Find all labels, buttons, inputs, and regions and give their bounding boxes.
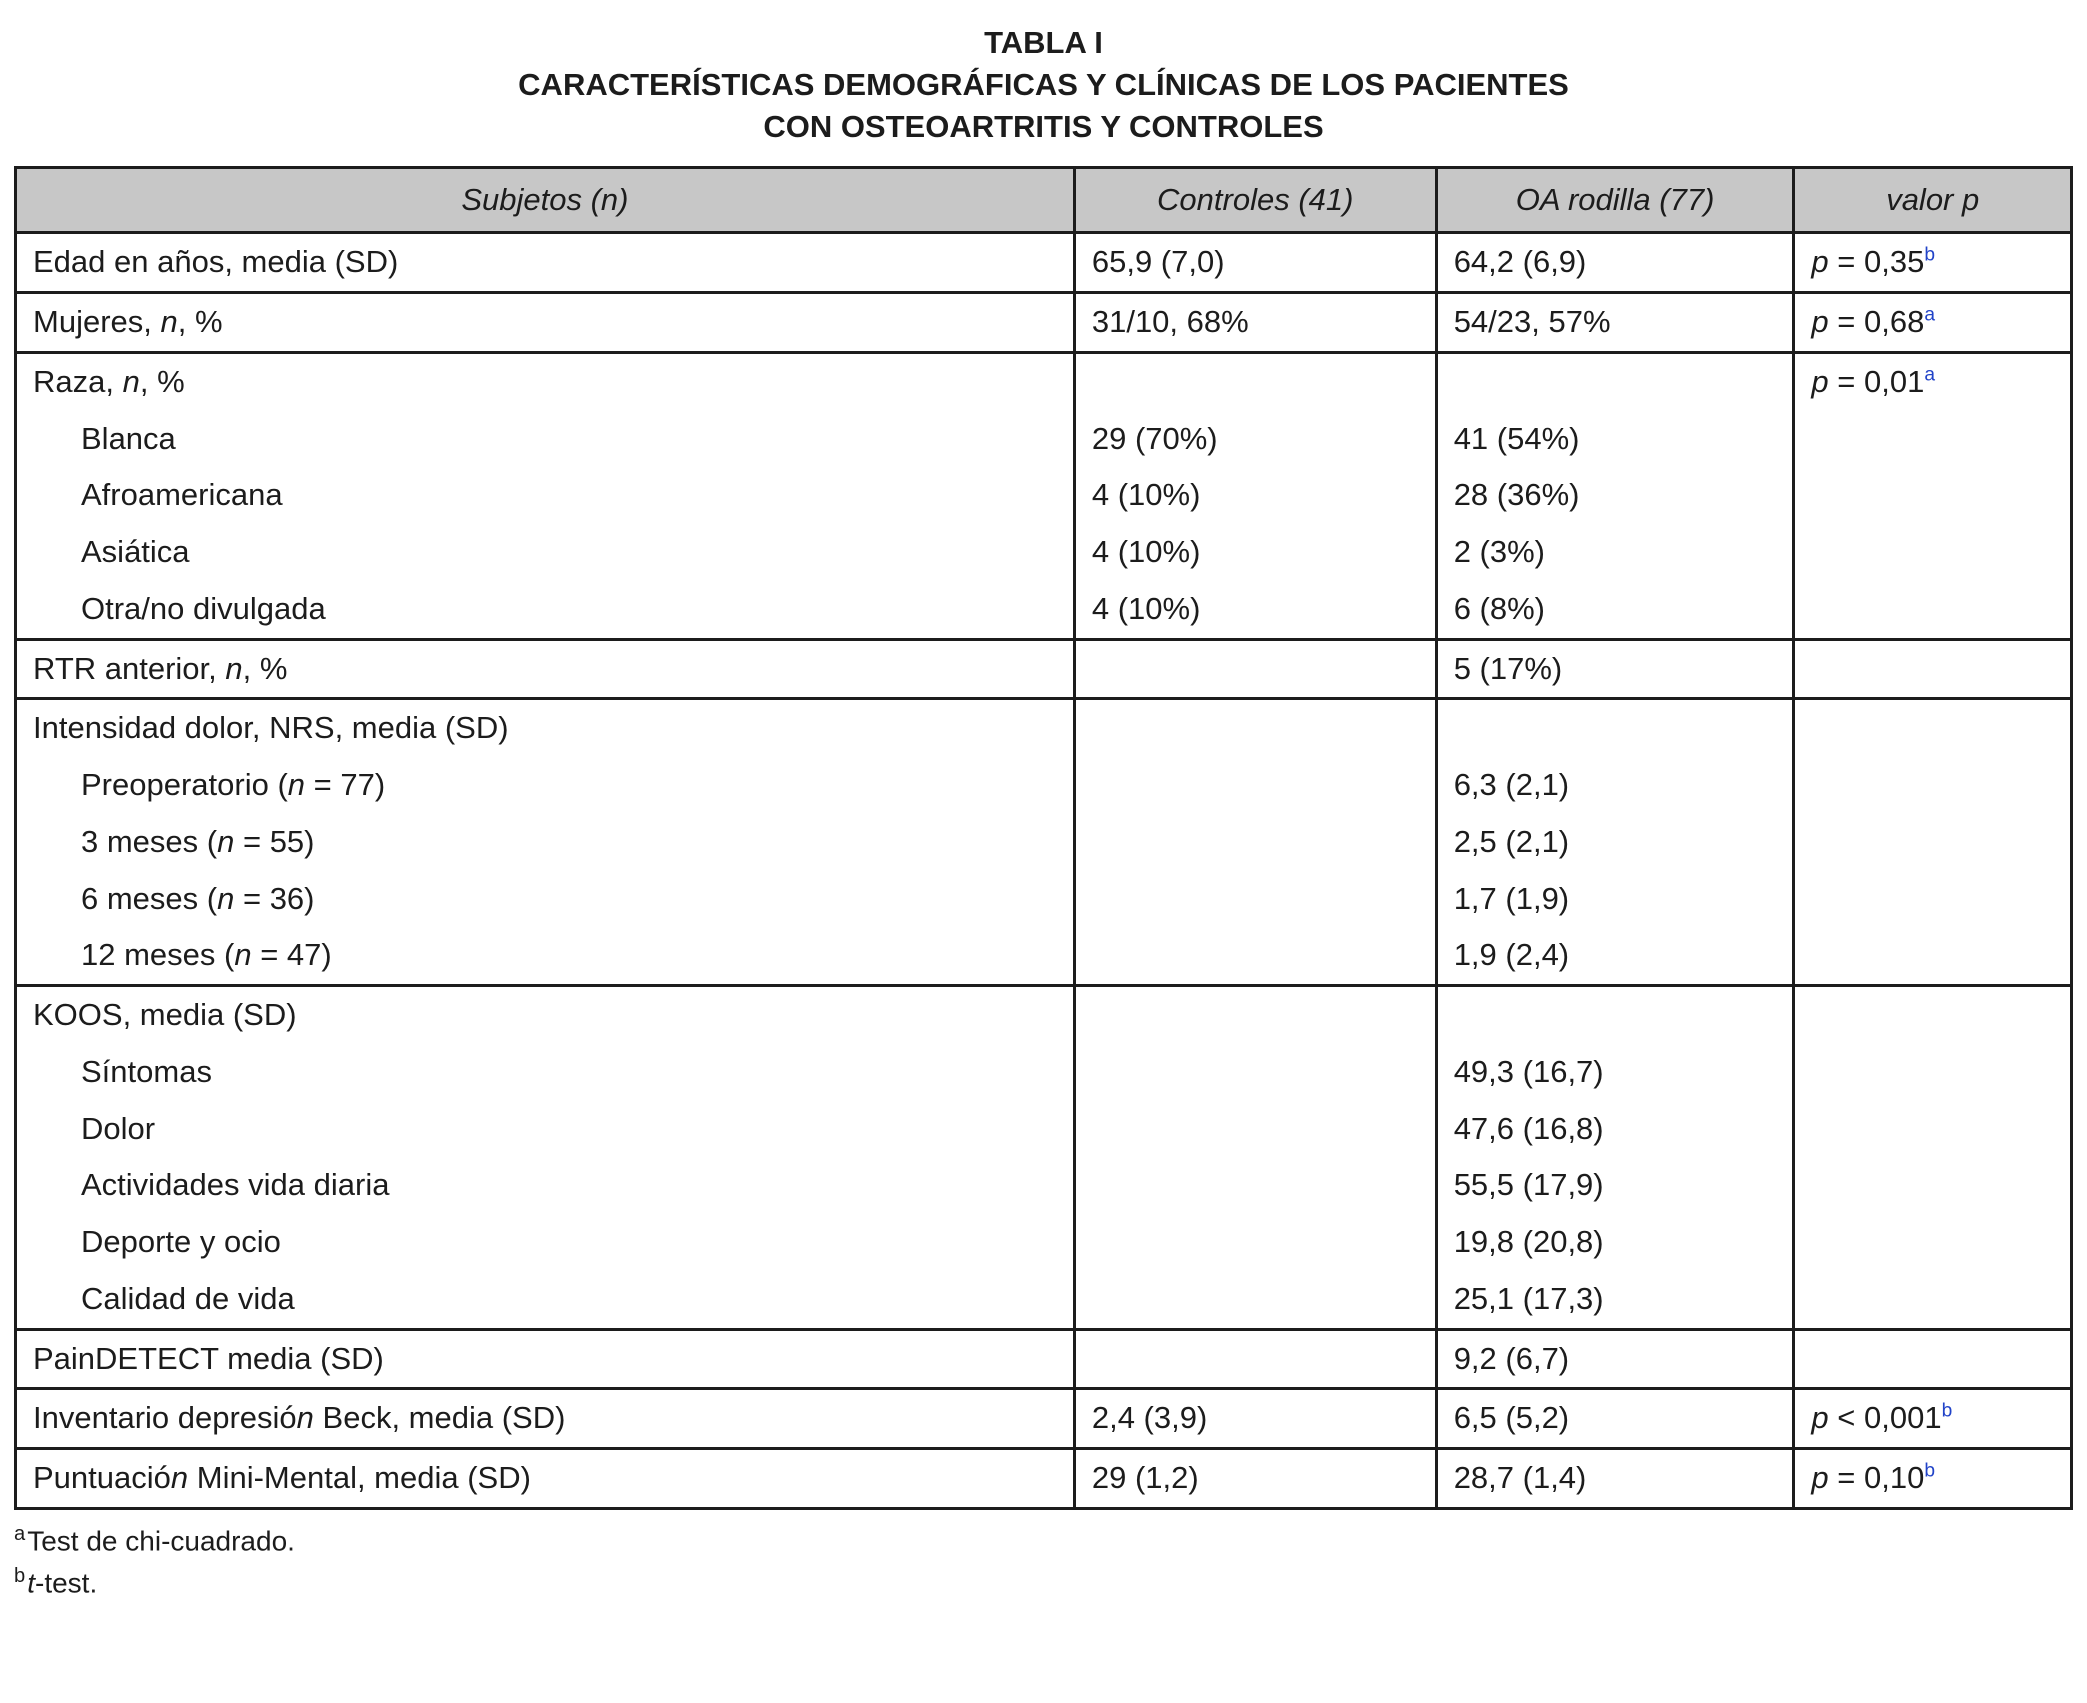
row-label: PainDETECT media (SD) bbox=[16, 1329, 1075, 1389]
table-row bbox=[16, 699, 2072, 757]
cell-controles: 2,4 (3,9) bbox=[1074, 1389, 1436, 1449]
cell-oa-rodilla: 19,8 (20,8) bbox=[1436, 1214, 1794, 1271]
cell-oa-rodilla: 6,3 (2,1) bbox=[1436, 757, 1794, 814]
table-row bbox=[16, 639, 2072, 699]
cell-controles: 4 (10%) bbox=[1074, 581, 1436, 639]
cell-controles bbox=[1074, 927, 1436, 985]
cell-controles bbox=[1074, 1271, 1436, 1329]
row-label: Dolor bbox=[16, 1101, 1075, 1158]
cell-controles: 29 (1,2) bbox=[1074, 1449, 1436, 1509]
cell-controles bbox=[1074, 1044, 1436, 1101]
table-row bbox=[16, 927, 2072, 985]
footnote-a bbox=[14, 1520, 2073, 1562]
row-label: Intensidad dolor, NRS, media (SD) bbox=[16, 699, 1075, 757]
cell-p-value bbox=[1794, 639, 2072, 699]
cell-controles bbox=[1074, 814, 1436, 871]
cell-p-value: p = 0,10$^b$ bbox=[1794, 1449, 2072, 1509]
row-label: Calidad de vida bbox=[16, 1271, 1075, 1329]
footnote-b-text: -test. bbox=[35, 1567, 98, 1599]
cell-controles bbox=[1074, 699, 1436, 757]
table-title: TABLA I bbox=[984, 25, 1103, 60]
cell-p-value bbox=[1794, 1271, 2072, 1329]
row-label: Preoperatorio (n = 77) bbox=[16, 757, 1075, 814]
cell-p-value: p < 0,001$^b$ bbox=[1794, 1389, 2072, 1449]
footnote-b-marker: b bbox=[14, 1564, 26, 1587]
cell-oa-rodilla: 1,9 (2,4) bbox=[1436, 927, 1794, 985]
header-valor-p: valor p bbox=[1794, 167, 2072, 233]
cell-p-value bbox=[1794, 411, 2072, 468]
cell-oa-rodilla: 28 (36%) bbox=[1436, 467, 1794, 524]
cell-oa-rodilla: 6 (8%) bbox=[1436, 581, 1794, 639]
header-oa-rodilla: OA rodilla (77) bbox=[1436, 167, 1794, 233]
cell-controles bbox=[1074, 352, 1436, 410]
cell-oa-rodilla: 54/23, 57% bbox=[1436, 293, 1794, 353]
row-label: Síntomas bbox=[16, 1044, 1075, 1101]
row-label: Inventario depresión Beck, media (SD) bbox=[16, 1389, 1075, 1449]
row-label: 12 meses (n = 47) bbox=[16, 927, 1075, 985]
table-subtitle-line2: CON OSTEOARTRITIS Y CONTROLES bbox=[763, 108, 1324, 144]
table-row bbox=[16, 1044, 2072, 1101]
cell-oa-rodilla: 49,3 (16,7) bbox=[1436, 1044, 1794, 1101]
header-row bbox=[16, 167, 2072, 233]
table-row bbox=[16, 1271, 2072, 1329]
cell-p-value bbox=[1794, 581, 2072, 639]
table-row bbox=[16, 524, 2072, 581]
cell-p-value bbox=[1794, 1329, 2072, 1389]
row-label: RTR anterior, n, % bbox=[16, 639, 1075, 699]
cell-controles bbox=[1074, 1101, 1436, 1158]
cell-p-value bbox=[1794, 871, 2072, 928]
cell-controles: 4 (10%) bbox=[1074, 524, 1436, 581]
footnotes bbox=[14, 1520, 2073, 1604]
cell-p-value bbox=[1794, 927, 2072, 985]
cell-controles: 29 (70%) bbox=[1074, 411, 1436, 468]
row-label: Mujeres, n, % bbox=[16, 293, 1075, 353]
table-row bbox=[16, 1449, 2072, 1509]
table-row bbox=[16, 986, 2072, 1044]
table-row bbox=[16, 293, 2072, 353]
cell-controles bbox=[1074, 757, 1436, 814]
cell-p-value: p = 0,35$^b$ bbox=[1794, 233, 2072, 293]
table-body bbox=[16, 233, 2072, 1509]
row-label: KOOS, media (SD) bbox=[16, 986, 1075, 1044]
cell-oa-rodilla: 2 (3%) bbox=[1436, 524, 1794, 581]
cell-oa-rodilla: 25,1 (17,3) bbox=[1436, 1271, 1794, 1329]
row-label: Raza, n, % bbox=[16, 352, 1075, 410]
row-label: 6 meses (n = 36) bbox=[16, 871, 1075, 928]
table-row bbox=[16, 871, 2072, 928]
cell-controles: 4 (10%) bbox=[1074, 467, 1436, 524]
table-row bbox=[16, 1329, 2072, 1389]
cell-oa-rodilla: 47,6 (16,8) bbox=[1436, 1101, 1794, 1158]
cell-p-value bbox=[1794, 699, 2072, 757]
cell-oa-rodilla: 1,7 (1,9) bbox=[1436, 871, 1794, 928]
table-row bbox=[16, 1101, 2072, 1158]
cell-oa-rodilla bbox=[1436, 986, 1794, 1044]
cell-oa-rodilla: 9,2 (6,7) bbox=[1436, 1329, 1794, 1389]
cell-controles bbox=[1074, 871, 1436, 928]
row-label: Deporte y ocio bbox=[16, 1214, 1075, 1271]
table-row bbox=[16, 814, 2072, 871]
cell-controles bbox=[1074, 1329, 1436, 1389]
cell-controles bbox=[1074, 639, 1436, 699]
table-row bbox=[16, 1389, 2072, 1449]
cell-oa-rodilla: 6,5 (5,2) bbox=[1436, 1389, 1794, 1449]
footnote-b bbox=[14, 1562, 2073, 1604]
table-row bbox=[16, 1214, 2072, 1271]
table-row bbox=[16, 1157, 2072, 1214]
table-caption bbox=[14, 22, 2073, 148]
cell-oa-rodilla: 28,7 (1,4) bbox=[1436, 1449, 1794, 1509]
table-row bbox=[16, 581, 2072, 639]
cell-controles bbox=[1074, 1157, 1436, 1214]
row-label: 3 meses (n = 55) bbox=[16, 814, 1075, 871]
cell-oa-rodilla: 64,2 (6,9) bbox=[1436, 233, 1794, 293]
row-label: Actividades vida diaria bbox=[16, 1157, 1075, 1214]
row-label: Otra/no divulgada bbox=[16, 581, 1075, 639]
cell-controles bbox=[1074, 1214, 1436, 1271]
header-subjetos: Subjetos (n) bbox=[16, 167, 1075, 233]
table-row bbox=[16, 411, 2072, 468]
cell-p-value bbox=[1794, 757, 2072, 814]
table-row bbox=[16, 757, 2072, 814]
footnote-a-text: Test de chi-cuadrado. bbox=[27, 1525, 295, 1557]
cell-p-value bbox=[1794, 1044, 2072, 1101]
table-subtitle-line1: CARACTERÍSTICAS DEMOGRÁFICAS Y CLÍNICAS DE LOS PACIENTES bbox=[518, 66, 1569, 102]
cell-p-value: p = 0,68$^a$ bbox=[1794, 293, 2072, 353]
demographics-table bbox=[14, 166, 2073, 1510]
row-label: Puntuación Mini-Mental, media (SD) bbox=[16, 1449, 1075, 1509]
cell-oa-rodilla bbox=[1436, 699, 1794, 757]
table-row bbox=[16, 352, 2072, 410]
cell-oa-rodilla: 2,5 (2,1) bbox=[1436, 814, 1794, 871]
table-row bbox=[16, 233, 2072, 293]
cell-oa-rodilla: 55,5 (17,9) bbox=[1436, 1157, 1794, 1214]
cell-p-value: p = 0,01$^a$ bbox=[1794, 352, 2072, 410]
cell-controles: 65,9 (7,0) bbox=[1074, 233, 1436, 293]
cell-p-value bbox=[1794, 1101, 2072, 1158]
cell-p-value bbox=[1794, 1157, 2072, 1214]
footnote-b-italic: t bbox=[27, 1567, 35, 1599]
cell-p-value bbox=[1794, 467, 2072, 524]
cell-oa-rodilla bbox=[1436, 352, 1794, 410]
footnote-a-marker: a bbox=[14, 1522, 26, 1545]
table-header bbox=[16, 167, 2072, 233]
header-controles: Controles (41) bbox=[1074, 167, 1436, 233]
cell-oa-rodilla: 5 (17%) bbox=[1436, 639, 1794, 699]
row-label: Edad en años, media (SD) bbox=[16, 233, 1075, 293]
cell-p-value bbox=[1794, 524, 2072, 581]
cell-oa-rodilla: 41 (54%) bbox=[1436, 411, 1794, 468]
row-label: Asiática bbox=[16, 524, 1075, 581]
cell-controles bbox=[1074, 986, 1436, 1044]
cell-p-value bbox=[1794, 986, 2072, 1044]
cell-controles: 31/10, 68% bbox=[1074, 293, 1436, 353]
table-row bbox=[16, 467, 2072, 524]
row-label: Afroamericana bbox=[16, 467, 1075, 524]
row-label: Blanca bbox=[16, 411, 1075, 468]
cell-p-value bbox=[1794, 814, 2072, 871]
cell-p-value bbox=[1794, 1214, 2072, 1271]
